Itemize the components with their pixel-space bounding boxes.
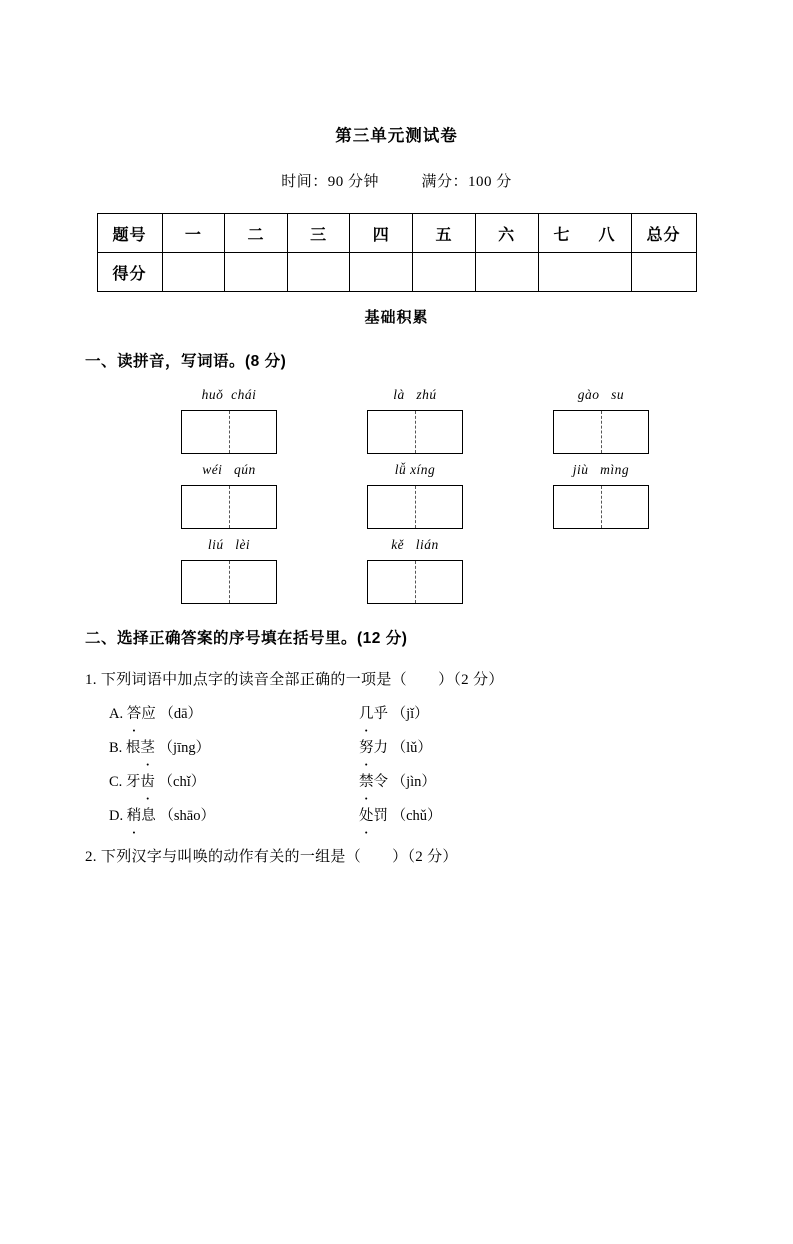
- pinyin-label-8: kě lián: [391, 537, 439, 552]
- pinyin-item-3: [509, 387, 695, 454]
- pinyin-item-7: [137, 537, 323, 604]
- pinyin-label-1: huǒ chái: [201, 387, 257, 402]
- score-cell-7-8[interactable]: [538, 253, 631, 292]
- answer-box-1[interactable]: [181, 410, 277, 454]
- row-header-score: 得分: [97, 253, 162, 292]
- pinyin-label-2: là zhú: [393, 387, 437, 402]
- question-2-heading: 二、选择正确答案的序号填在括号里。(12 分): [85, 630, 408, 647]
- row-header-question: 题号: [97, 214, 162, 253]
- option-d-right-pinyin: （chǔ）: [391, 808, 442, 824]
- option-a-left-pinyin: （dā）: [159, 706, 203, 722]
- question-2-2-close: ）（2 分）: [392, 849, 458, 865]
- option-c-right-dotted-char: 禁: [359, 774, 374, 790]
- option-b-left-pinyin: （jīng）: [158, 740, 211, 756]
- pinyin-row-3: [137, 537, 708, 604]
- pinyin-label-6: jiù mìng: [572, 462, 630, 477]
- pinyin-item-6: [509, 462, 695, 529]
- option-d-right-rest: 罚: [373, 808, 388, 824]
- score-cell-6[interactable]: [475, 253, 538, 292]
- option-c-label: C.: [109, 774, 123, 790]
- question-2-1-number: 1.: [85, 672, 97, 688]
- score-cell-total[interactable]: [631, 253, 696, 292]
- option-b-left: [109, 736, 359, 757]
- option-d-left-rest: 息: [141, 808, 156, 824]
- option-a[interactable]: [85, 702, 708, 723]
- option-b[interactable]: [85, 736, 708, 757]
- option-c-left: [109, 770, 359, 791]
- question-2-1: [85, 668, 708, 689]
- option-d-left-dotted-char: 稍: [126, 808, 142, 824]
- option-d-label: D.: [109, 808, 124, 824]
- table-row-scores: [97, 253, 696, 292]
- pinyin-label-4: wéi qún: [202, 462, 256, 477]
- column-header-3: 三: [287, 214, 350, 253]
- pinyin-label-5: lǚ xíng: [394, 462, 436, 477]
- table-row-question-numbers: [97, 214, 696, 253]
- pinyin-row-2: [137, 462, 708, 529]
- score-cell-3[interactable]: [287, 253, 350, 292]
- column-header-total: 总分: [631, 214, 696, 253]
- option-b-right-rest: 力: [373, 740, 388, 756]
- option-a-label: A.: [109, 706, 124, 722]
- question-2-1-text: 下列词语中加点字的读音全部正确的一项是（: [100, 672, 407, 688]
- pinyin-row-1: [137, 387, 708, 454]
- answer-box-7[interactable]: [181, 560, 277, 604]
- exam-meta: [85, 170, 708, 191]
- option-c-right-pinyin: （jìn）: [391, 774, 436, 790]
- score-cell-4[interactable]: [350, 253, 413, 292]
- exam-page: [0, 122, 793, 1244]
- answer-box-4[interactable]: [181, 485, 277, 529]
- option-a-right: [359, 702, 429, 723]
- column-header-7: 七: [553, 226, 571, 244]
- pinyin-item-placeholder: [509, 537, 695, 604]
- option-d-right: [359, 804, 442, 825]
- answer-box-2[interactable]: [367, 410, 463, 454]
- option-a-right-pinyin: （jǐ）: [391, 706, 429, 722]
- option-a-left: [109, 702, 359, 723]
- option-c-right: [359, 770, 436, 791]
- option-b-right-pinyin: （lǔ）: [391, 740, 432, 756]
- option-c-right-rest: 令: [373, 774, 388, 790]
- option-d-right-dotted-char: 处: [359, 808, 374, 824]
- pinyin-item-2: [323, 387, 509, 454]
- pinyin-label-7: liú lèi: [207, 537, 251, 552]
- option-d-left-pinyin: （shāo）: [159, 808, 215, 824]
- option-b-left-dotted-char: 茎: [140, 740, 155, 756]
- column-header-6: 六: [475, 214, 538, 253]
- option-a-right-rest: 乎: [373, 706, 388, 722]
- pinyin-item-8: [323, 537, 509, 604]
- answer-box-6[interactable]: [553, 485, 649, 529]
- question-2-1-blank[interactable]: [411, 672, 434, 688]
- option-b-left-first: 根: [125, 740, 141, 756]
- option-a-right-dotted-char: 几: [359, 706, 374, 722]
- question-2-1-close: ）（2 分）: [438, 672, 504, 688]
- question-2-1-options: [85, 702, 708, 825]
- score-table: [97, 213, 697, 292]
- total-score-label: 满分：100 分: [421, 174, 512, 190]
- column-header-1: 一: [162, 214, 225, 253]
- option-c-left-pinyin: （chǐ）: [158, 774, 206, 790]
- column-header-2: 二: [225, 214, 288, 253]
- pinyin-label-3: gào su: [577, 387, 625, 402]
- answer-box-3[interactable]: [553, 410, 649, 454]
- column-header-4: 四: [350, 214, 413, 253]
- pinyin-item-4: [137, 462, 323, 529]
- answer-box-8[interactable]: [367, 560, 463, 604]
- column-header-7-8: [538, 214, 631, 253]
- option-b-right-dotted-char: 努: [359, 740, 374, 756]
- option-c[interactable]: [85, 770, 708, 791]
- option-b-label: B.: [109, 740, 123, 756]
- pinyin-item-5: [323, 462, 509, 529]
- time-label: 时间：90 分钟: [281, 174, 379, 190]
- page-title: 第三单元测试卷: [335, 127, 458, 145]
- option-c-left-dotted-char: 齿: [140, 774, 155, 790]
- question-2-2-text: 下列汉字与叫唤的动作有关的一组是（: [100, 849, 362, 865]
- column-header-8: 八: [598, 226, 616, 244]
- option-c-left-first: 牙: [125, 774, 141, 790]
- score-cell-2[interactable]: [225, 253, 288, 292]
- question-2-2-blank[interactable]: [365, 849, 388, 865]
- question-1-heading: 一、读拼音，写词语。(8 分): [85, 353, 287, 370]
- column-header-5: 五: [413, 214, 476, 253]
- answer-box-5[interactable]: [367, 485, 463, 529]
- score-cell-5[interactable]: [413, 253, 476, 292]
- option-d[interactable]: [85, 804, 708, 825]
- score-cell-1[interactable]: [162, 253, 225, 292]
- question-2-2: [85, 845, 708, 866]
- pinyin-writing-block: [85, 387, 708, 604]
- section-heading-basics: 基础积累: [364, 309, 429, 326]
- option-b-right: [359, 736, 432, 757]
- question-2-2-number: 2.: [85, 849, 97, 865]
- option-a-left-dotted-char: 答: [126, 706, 142, 722]
- pinyin-item-1: [137, 387, 323, 454]
- option-a-left-rest: 应: [141, 706, 156, 722]
